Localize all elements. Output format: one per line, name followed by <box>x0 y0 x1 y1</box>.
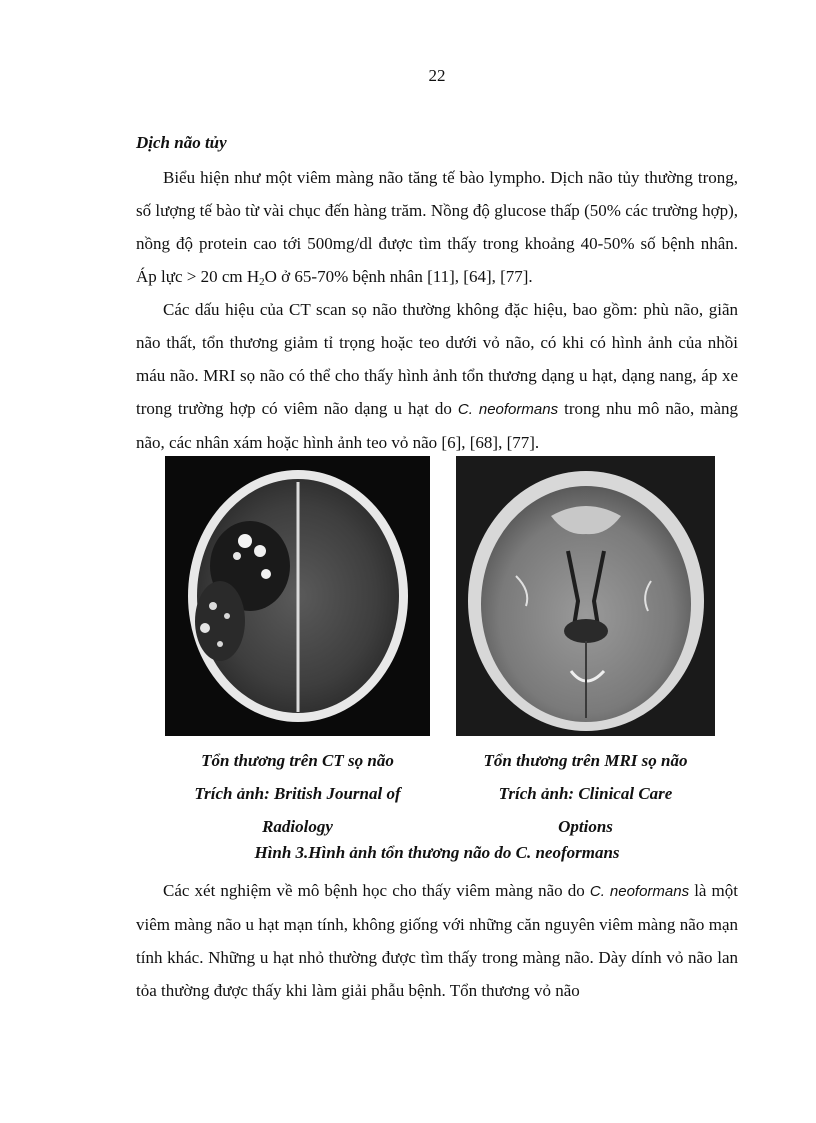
paragraph-csf-text: Biểu hiện như một viêm màng não tăng tế bào lympho. Dịch não tủy thường trong, số lượng tế bào từ vài chục đến hàng trăm. Nồng độ glucose thấp (50% các trường hợp), nồng độ protein cao tới 500mg/dl được tìm thấy trong khoảng 40-50% số bệnh nhân. Áp lực > 20 cm H <box>136 168 738 286</box>
species-name: C. neoformans <box>457 401 559 418</box>
paragraph-csf-text-end: O ở 65-70% bệnh nhân [11], [64], [77]. <box>264 267 533 286</box>
mri-scan-illustration <box>456 456 715 736</box>
figure-title: Hình 3.Hình ảnh tổn thương não do C. neoformans <box>254 843 620 862</box>
paragraph-imaging-text: Các dấu hiệu của CT scan sọ não thường không đặc hiệu, bao gồm: phù não, giãn não thất, tổn thương giảm tỉ trọng hoặc teo dưới vỏ não, có khi có hình ảnh của nhồi máu não. MRI sọ não có thể cho thấy hình ảnh tổn thương dạng u hạt, dạng nang, áp xe trong trường hợp có viêm não dạng u hạt do <box>136 300 738 418</box>
page-number: 22 <box>428 66 446 85</box>
ct-caption-block <box>165 744 430 843</box>
ct-source-line-2: Radiology <box>262 817 333 836</box>
paragraph-histology <box>136 874 738 1007</box>
section-heading: Dịch não tủy <box>136 133 227 152</box>
ct-caption: Tổn thương trên CT sọ não <box>201 751 394 770</box>
subscript-2: 2 <box>259 276 265 288</box>
mri-source-line-1: Trích ảnh: Clinical Care <box>498 784 673 803</box>
mri-brain-image <box>456 456 715 736</box>
paragraph-imaging <box>136 293 738 459</box>
paragraph-csf <box>136 161 738 299</box>
ct-brain-image <box>165 456 430 736</box>
ct-source-line-1: Trích ảnh: British Journal of <box>194 784 401 803</box>
paragraph-imaging-text-end: trong nhu mô não, màng não, các nhân xám hoặc hình ảnh teo vỏ não [6], [68], [77]. <box>136 399 739 452</box>
ct-scan-illustration <box>165 456 430 736</box>
mri-caption-block <box>456 744 715 843</box>
paragraph-histology-text-end: là một viêm màng não u hạt mạn tính, không giống với những căn nguyên viêm màng não mạn tính khác. Những u hạt nhỏ thường được tìm thấy trong màng não. Dày dính vỏ não lan tỏa thường được thấy khi làm giải phẫu bệnh. Tổn thương vỏ não <box>136 881 739 1000</box>
paragraph-histology-text: Các xét nghiệm về mô bệnh học cho thấy viêm màng não do <box>163 881 590 900</box>
mri-caption: Tổn thương trên MRI sọ não <box>483 751 688 770</box>
mri-source-line-2: Options <box>558 817 613 836</box>
species-name: C. neoformans <box>589 883 690 900</box>
